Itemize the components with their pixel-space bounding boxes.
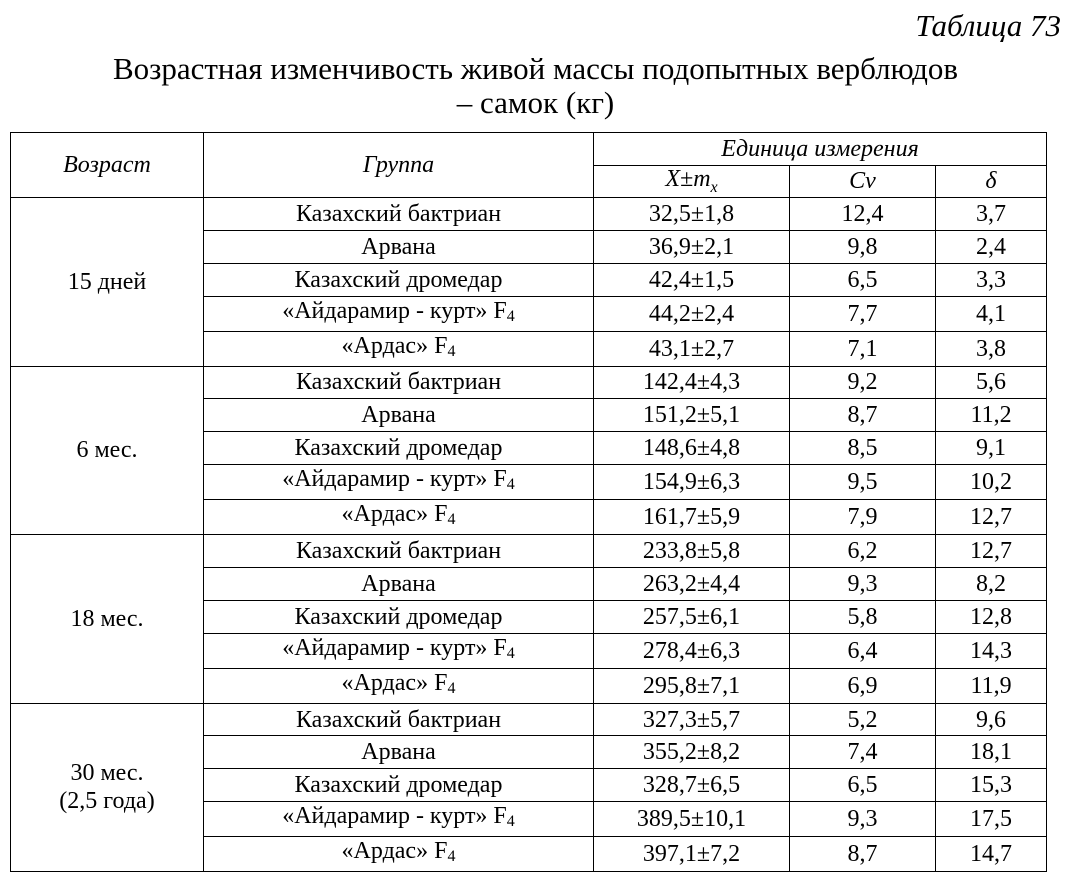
mean-cell: 257,5±6,1 — [594, 600, 790, 633]
delta-cell: 3,3 — [936, 263, 1047, 296]
cv-cell: 7,1 — [790, 331, 936, 366]
group-name: Арвана — [361, 739, 436, 766]
cv-cell: 9,2 — [790, 366, 936, 399]
mean-cell: 233,8±5,8 — [594, 535, 790, 568]
delta-cell: 11,9 — [936, 668, 1047, 703]
group-name: Казахский бактриан — [295, 369, 502, 396]
mean-cell: 142,4±4,3 — [594, 366, 790, 399]
group-name: Казахский дромедар — [294, 435, 503, 462]
delta-cell: 3,7 — [936, 198, 1047, 231]
header-age: Возраст — [11, 133, 204, 198]
group-generation-sub: 4 — [506, 476, 515, 494]
mean-cell: 32,5±1,8 — [594, 198, 790, 231]
group-cell — [204, 366, 594, 399]
table-number: Таблица 73 — [915, 8, 1061, 43]
group-name: Казахский бактриан — [295, 706, 502, 733]
group-cell — [204, 263, 594, 296]
group-cell — [204, 500, 594, 535]
group-name: «Ардас» F — [341, 669, 448, 696]
delta-cell: 18,1 — [936, 736, 1047, 769]
header-cv: Cv — [790, 166, 936, 198]
mean-cell: 43,1±2,7 — [594, 331, 790, 366]
delta-cell: 8,2 — [936, 567, 1047, 600]
age-cell — [11, 198, 204, 367]
delta-cell: 12,8 — [936, 600, 1047, 633]
mean-cell: 278,4±6,3 — [594, 633, 790, 668]
mean-cell: 151,2±5,1 — [594, 399, 790, 432]
mean-cell: 42,4±1,5 — [594, 263, 790, 296]
group-name: Арвана — [361, 402, 436, 429]
delta-cell: 10,2 — [936, 465, 1047, 500]
group-cell — [204, 837, 594, 872]
cv-cell: 6,4 — [790, 633, 936, 668]
header-group: Группа — [204, 133, 594, 198]
group-generation-sub: 4 — [506, 644, 515, 662]
delta-cell: 14,3 — [936, 633, 1047, 668]
age-cell — [11, 366, 204, 535]
cv-cell: 8,7 — [790, 837, 936, 872]
table-row — [11, 535, 1047, 568]
mean-cell: 148,6±4,8 — [594, 432, 790, 465]
mean-cell: 161,7±5,9 — [594, 500, 790, 535]
group-cell — [204, 535, 594, 568]
header-delta: δ — [936, 166, 1047, 198]
delta-cell: 12,7 — [936, 535, 1047, 568]
delta-cell: 9,1 — [936, 432, 1047, 465]
cv-cell: 8,7 — [790, 399, 936, 432]
mean-cell: 355,2±8,2 — [594, 736, 790, 769]
cv-cell: 7,7 — [790, 296, 936, 331]
mean-cell: 327,3±5,7 — [594, 703, 790, 736]
group-cell — [204, 432, 594, 465]
age-label: 6 мес. — [76, 437, 138, 464]
delta-cell: 9,6 — [936, 703, 1047, 736]
mean-cell: 389,5±10,1 — [594, 802, 790, 837]
group-cell — [204, 296, 594, 331]
table-title-line-2: – самок (кг) — [456, 85, 615, 120]
age-label: 18 мес. — [70, 605, 144, 632]
cv-cell: 9,8 — [790, 230, 936, 263]
group-name: Казахский дромедар — [294, 266, 503, 293]
header-mean-label: X±m — [665, 166, 711, 193]
delta-cell: 12,7 — [936, 500, 1047, 535]
group-name: Казахский дромедар — [294, 772, 503, 799]
delta-cell: 15,3 — [936, 769, 1047, 802]
group-cell — [204, 399, 594, 432]
age-label: 30 мес. — [70, 760, 144, 787]
group-cell — [204, 600, 594, 633]
delta-cell: 4,1 — [936, 296, 1047, 331]
delta-cell: 5,6 — [936, 366, 1047, 399]
delta-cell: 11,2 — [936, 399, 1047, 432]
mean-cell: 397,1±7,2 — [594, 837, 790, 872]
cv-cell: 8,5 — [790, 432, 936, 465]
group-cell — [204, 230, 594, 263]
group-name: «Айдарамир - курт» F — [282, 803, 507, 830]
group-name: «Айдарамир - курт» F — [282, 297, 507, 324]
table-title — [0, 52, 1071, 120]
group-generation-sub: 4 — [447, 848, 456, 866]
group-cell — [204, 703, 594, 736]
cv-cell: 9,5 — [790, 465, 936, 500]
delta-cell: 14,7 — [936, 837, 1047, 872]
age-label-line-2: (2,5 года) — [59, 788, 155, 815]
delta-cell: 3,8 — [936, 331, 1047, 366]
group-cell — [204, 736, 594, 769]
group-name: Казахский бактриан — [295, 537, 502, 564]
table-row — [11, 198, 1047, 231]
mean-cell: 36,9±2,1 — [594, 230, 790, 263]
group-name: «Ардас» F — [341, 501, 448, 528]
mean-cell: 263,2±4,4 — [594, 567, 790, 600]
group-name: Казахский дромедар — [294, 603, 503, 630]
group-name: «Айдарамир - курт» F — [282, 634, 507, 661]
age-cell — [11, 703, 204, 872]
group-cell — [204, 802, 594, 837]
group-cell — [204, 633, 594, 668]
age-label: 15 дней — [67, 268, 147, 295]
group-cell — [204, 198, 594, 231]
mean-cell: 154,9±6,3 — [594, 465, 790, 500]
cv-cell: 5,8 — [790, 600, 936, 633]
cv-cell: 6,5 — [790, 263, 936, 296]
cv-cell: 9,3 — [790, 802, 936, 837]
group-name: Казахский бактриан — [295, 200, 502, 227]
cv-cell: 6,5 — [790, 769, 936, 802]
header-mean-sub: x — [710, 178, 718, 196]
table-body — [11, 198, 1047, 872]
group-cell — [204, 567, 594, 600]
header-unit: Единица измерения — [594, 133, 1047, 166]
group-name: «Айдарамир - курт» F — [282, 466, 507, 493]
cv-cell: 7,9 — [790, 500, 936, 535]
cv-cell: 9,3 — [790, 567, 936, 600]
cv-cell: 5,2 — [790, 703, 936, 736]
group-name: Арвана — [361, 570, 436, 597]
cv-cell: 12,4 — [790, 198, 936, 231]
group-name: «Ардас» F — [341, 332, 448, 359]
delta-cell: 2,4 — [936, 230, 1047, 263]
group-cell — [204, 769, 594, 802]
header-row-1 — [11, 133, 1047, 166]
table-row — [11, 366, 1047, 399]
mean-cell: 295,8±7,1 — [594, 668, 790, 703]
mean-cell: 44,2±2,4 — [594, 296, 790, 331]
cv-cell: 7,4 — [790, 736, 936, 769]
group-generation-sub: 4 — [506, 813, 515, 831]
cv-cell: 6,2 — [790, 535, 936, 568]
delta-cell: 17,5 — [936, 802, 1047, 837]
group-name: «Ардас» F — [341, 838, 448, 865]
group-name: Арвана — [361, 233, 436, 260]
group-generation-sub: 4 — [447, 679, 456, 697]
group-generation-sub: 4 — [506, 307, 515, 325]
group-cell — [204, 668, 594, 703]
group-generation-sub: 4 — [447, 511, 456, 529]
group-cell — [204, 465, 594, 500]
mean-cell: 328,7±6,5 — [594, 769, 790, 802]
group-generation-sub: 4 — [447, 342, 456, 360]
age-cell — [11, 535, 204, 704]
cv-cell: 6,9 — [790, 668, 936, 703]
header-mean — [594, 166, 790, 198]
group-cell — [204, 331, 594, 366]
weight-table — [10, 132, 1047, 872]
table-row — [11, 703, 1047, 736]
table-title-line-1: Возрастная изменчивость живой массы подопытных верблюдов — [112, 51, 959, 86]
